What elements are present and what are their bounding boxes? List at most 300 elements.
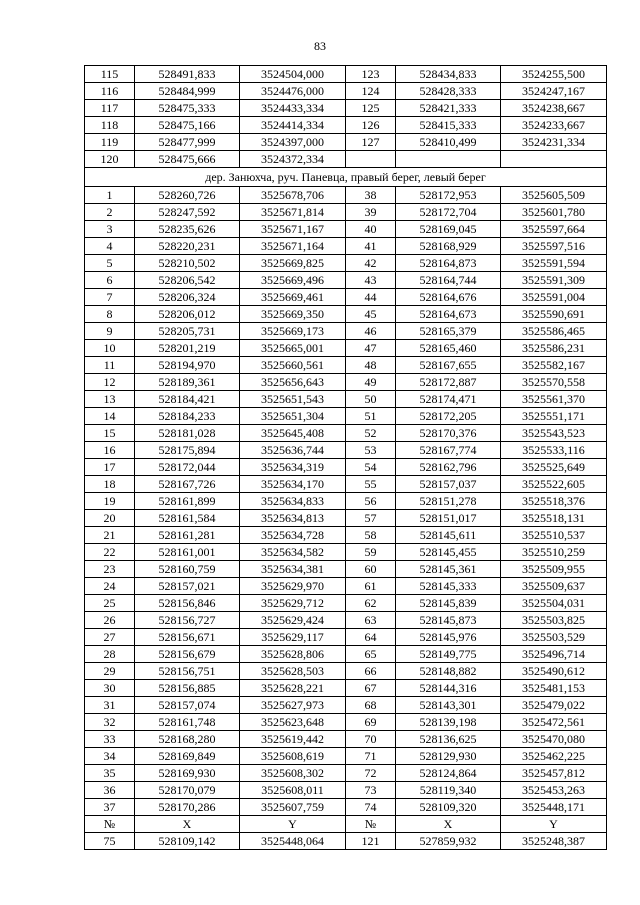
table-row bbox=[85, 187, 607, 204]
x-right-cell: 528172,887 bbox=[396, 374, 501, 391]
column-header-row bbox=[85, 816, 607, 833]
x-left-cell: 528194,970 bbox=[135, 357, 240, 374]
y-left-cell: 3525627,973 bbox=[240, 697, 346, 714]
y-right-cell: 3525510,259 bbox=[501, 544, 607, 561]
y-right-cell: 3525470,080 bbox=[501, 731, 607, 748]
y-left-cell: 3525656,643 bbox=[240, 374, 346, 391]
point-number-right-cell bbox=[346, 151, 396, 168]
point-number-left-cell: 14 bbox=[85, 408, 135, 425]
y-right-cell: 3525525,649 bbox=[501, 459, 607, 476]
x-right-cell: 528165,460 bbox=[396, 340, 501, 357]
y-right-cell: 3525481,153 bbox=[501, 680, 607, 697]
x-left-cell: 528170,079 bbox=[135, 782, 240, 799]
y-right-cell: 3525561,370 bbox=[501, 391, 607, 408]
table-row bbox=[85, 561, 607, 578]
point-number-right-cell: 124 bbox=[346, 83, 396, 100]
table-row bbox=[85, 680, 607, 697]
x-left-cell: 528157,074 bbox=[135, 697, 240, 714]
x-left-cell: 528170,286 bbox=[135, 799, 240, 816]
point-number-right-cell: 71 bbox=[346, 748, 396, 765]
y-right-cell: 3525582,167 bbox=[501, 357, 607, 374]
table-row bbox=[85, 833, 607, 850]
y-left-cell: 3525634,381 bbox=[240, 561, 346, 578]
x-right-cell: 528174,471 bbox=[396, 391, 501, 408]
point-number-left-cell: 119 bbox=[85, 134, 135, 151]
y-left-cell: 3525634,813 bbox=[240, 510, 346, 527]
x-right-cell: 528124,864 bbox=[396, 765, 501, 782]
y-right-cell: 3525586,465 bbox=[501, 323, 607, 340]
x-right-cell: 528145,873 bbox=[396, 612, 501, 629]
point-number-left-cell: 117 bbox=[85, 100, 135, 117]
point-number-left-cell: 2 bbox=[85, 204, 135, 221]
y-left-cell: 3525634,728 bbox=[240, 527, 346, 544]
point-number-left-cell: 23 bbox=[85, 561, 135, 578]
point-number-left-cell: 31 bbox=[85, 697, 135, 714]
point-number-right-cell: 51 bbox=[346, 408, 396, 425]
point-number-right-cell: 54 bbox=[346, 459, 396, 476]
section-title-row bbox=[85, 168, 607, 187]
table-row bbox=[85, 134, 607, 151]
point-number-right-cell: 50 bbox=[346, 391, 396, 408]
table-row bbox=[85, 425, 607, 442]
y-right-cell: 3525453,263 bbox=[501, 782, 607, 799]
y-left-cell: 3525665,001 bbox=[240, 340, 346, 357]
point-number-right-cell: 67 bbox=[346, 680, 396, 697]
y-left-cell: 3525671,167 bbox=[240, 221, 346, 238]
point-number-left-cell: 10 bbox=[85, 340, 135, 357]
y-left-cell: 3525628,503 bbox=[240, 663, 346, 680]
y-left-cell: 3525607,759 bbox=[240, 799, 346, 816]
x-left-cell: 528189,361 bbox=[135, 374, 240, 391]
table-row bbox=[85, 100, 607, 117]
point-number-left-cell: 115 bbox=[85, 66, 135, 83]
y-right-cell: 3525551,171 bbox=[501, 408, 607, 425]
x-left-cell: 528156,846 bbox=[135, 595, 240, 612]
x-right-cell: 528170,376 bbox=[396, 425, 501, 442]
x-left-cell: 528161,001 bbox=[135, 544, 240, 561]
x-right-cell: 528434,833 bbox=[396, 66, 501, 83]
y-right-cell: 3525462,225 bbox=[501, 748, 607, 765]
point-number-left-cell: 37 bbox=[85, 799, 135, 816]
x-right-cell: 528172,953 bbox=[396, 187, 501, 204]
x-right-cell: 528415,333 bbox=[396, 117, 501, 134]
table-row bbox=[85, 66, 607, 83]
table-row bbox=[85, 306, 607, 323]
x-left-cell: 528169,849 bbox=[135, 748, 240, 765]
point-number-left-cell: 118 bbox=[85, 117, 135, 134]
x-right-cell: 528143,301 bbox=[396, 697, 501, 714]
point-number-left-cell: 35 bbox=[85, 765, 135, 782]
x-left-cell: 528169,930 bbox=[135, 765, 240, 782]
table-row bbox=[85, 731, 607, 748]
x-right-cell: 528136,625 bbox=[396, 731, 501, 748]
y-left-cell: 3525636,744 bbox=[240, 442, 346, 459]
table-row bbox=[85, 544, 607, 561]
y-left-cell: 3525669,350 bbox=[240, 306, 346, 323]
table-row bbox=[85, 782, 607, 799]
y-right-cell: 3525472,561 bbox=[501, 714, 607, 731]
table-row bbox=[85, 578, 607, 595]
y-right-cell: 3525522,605 bbox=[501, 476, 607, 493]
x-left-cell: 528260,726 bbox=[135, 187, 240, 204]
x-left-cell: 528168,280 bbox=[135, 731, 240, 748]
point-number-left-cell: 30 bbox=[85, 680, 135, 697]
y-left-cell: 3525671,164 bbox=[240, 238, 346, 255]
x-right-cell: 528148,882 bbox=[396, 663, 501, 680]
point-number-left-cell: 32 bbox=[85, 714, 135, 731]
table-row bbox=[85, 612, 607, 629]
y-right-cell: 3525591,594 bbox=[501, 255, 607, 272]
coordinates-table bbox=[84, 65, 607, 850]
table-row bbox=[85, 117, 607, 134]
y-right-cell: 3525503,529 bbox=[501, 629, 607, 646]
x-left-cell: 528475,166 bbox=[135, 117, 240, 134]
x-header-left: X bbox=[135, 816, 240, 833]
point-number-right-cell: 43 bbox=[346, 272, 396, 289]
table-row bbox=[85, 340, 607, 357]
x-left-cell: 528161,281 bbox=[135, 527, 240, 544]
x-right-cell: 528119,340 bbox=[396, 782, 501, 799]
point-number-right-cell: 46 bbox=[346, 323, 396, 340]
point-number-right-cell: 52 bbox=[346, 425, 396, 442]
page-number: 83 bbox=[314, 39, 326, 53]
x-left-cell: 528475,666 bbox=[135, 151, 240, 168]
x-left-cell: 528167,726 bbox=[135, 476, 240, 493]
x-left-cell: 528184,233 bbox=[135, 408, 240, 425]
y-right-cell: 3525518,131 bbox=[501, 510, 607, 527]
x-right-cell: 528167,655 bbox=[396, 357, 501, 374]
point-number-left-cell: 120 bbox=[85, 151, 135, 168]
y-left-cell: 3525629,712 bbox=[240, 595, 346, 612]
y-right-cell: 3524255,500 bbox=[501, 66, 607, 83]
y-left-cell: 3524372,334 bbox=[240, 151, 346, 168]
point-number-right-cell: 55 bbox=[346, 476, 396, 493]
point-number-left-cell: 15 bbox=[85, 425, 135, 442]
y-left-cell: 3525628,806 bbox=[240, 646, 346, 663]
y-left-cell: 3525619,442 bbox=[240, 731, 346, 748]
y-header-left: Y bbox=[240, 816, 346, 833]
y-left-cell: 3525671,814 bbox=[240, 204, 346, 221]
point-number-left-cell: 29 bbox=[85, 663, 135, 680]
point-number-right-cell: 49 bbox=[346, 374, 396, 391]
table-row bbox=[85, 83, 607, 100]
y-right-cell: 3525518,376 bbox=[501, 493, 607, 510]
x-left-cell: 528247,592 bbox=[135, 204, 240, 221]
y-right-cell: 3525591,004 bbox=[501, 289, 607, 306]
point-number-right-cell: 70 bbox=[346, 731, 396, 748]
x-left-cell: 528206,324 bbox=[135, 289, 240, 306]
y-right-cell: 3525590,691 bbox=[501, 306, 607, 323]
table-row bbox=[85, 714, 607, 731]
point-number-right-cell: 63 bbox=[346, 612, 396, 629]
x-right-cell: 528165,379 bbox=[396, 323, 501, 340]
table-row bbox=[85, 629, 607, 646]
x-right-cell: 528168,929 bbox=[396, 238, 501, 255]
table-row bbox=[85, 408, 607, 425]
x-right-cell: 528169,045 bbox=[396, 221, 501, 238]
table-row bbox=[85, 357, 607, 374]
y-right-cell: 3524231,334 bbox=[501, 134, 607, 151]
x-left-cell: 528156,671 bbox=[135, 629, 240, 646]
y-right-cell: 3525510,537 bbox=[501, 527, 607, 544]
table-row bbox=[85, 527, 607, 544]
point-number-right-cell: 39 bbox=[346, 204, 396, 221]
point-number-left-cell: 8 bbox=[85, 306, 135, 323]
table-row bbox=[85, 646, 607, 663]
x-right-cell bbox=[396, 151, 501, 168]
x-right-cell: 528151,278 bbox=[396, 493, 501, 510]
x-left-cell: 528477,999 bbox=[135, 134, 240, 151]
point-number-left-cell: 21 bbox=[85, 527, 135, 544]
x-left-cell: 528161,748 bbox=[135, 714, 240, 731]
point-number-left-cell: 19 bbox=[85, 493, 135, 510]
point-number-right-cell: 57 bbox=[346, 510, 396, 527]
y-left-cell: 3524397,000 bbox=[240, 134, 346, 151]
y-left-cell: 3525660,561 bbox=[240, 357, 346, 374]
point-number-right-cell: 65 bbox=[346, 646, 396, 663]
point-number-right-cell: 42 bbox=[346, 255, 396, 272]
y-right-cell: 3525496,714 bbox=[501, 646, 607, 663]
point-number-right-cell: 44 bbox=[346, 289, 396, 306]
x-right-cell: 528145,333 bbox=[396, 578, 501, 595]
point-number-right-cell: 127 bbox=[346, 134, 396, 151]
table-row bbox=[85, 442, 607, 459]
section-title: дер. Занюхча, руч. Паневца, правый берег, левый берег bbox=[85, 168, 607, 187]
table-row bbox=[85, 374, 607, 391]
x-left-cell: 528156,751 bbox=[135, 663, 240, 680]
y-right-cell: 3525543,523 bbox=[501, 425, 607, 442]
y-right-cell: 3525601,780 bbox=[501, 204, 607, 221]
point-number-right-cell: 48 bbox=[346, 357, 396, 374]
x-right-cell: 528109,320 bbox=[396, 799, 501, 816]
y-right-cell: 3525479,022 bbox=[501, 697, 607, 714]
x-left-cell: 528181,028 bbox=[135, 425, 240, 442]
x-right-cell: 528145,361 bbox=[396, 561, 501, 578]
point-number-right-cell: 47 bbox=[346, 340, 396, 357]
y-right-cell: 3525448,171 bbox=[501, 799, 607, 816]
y-right-cell: 3525591,309 bbox=[501, 272, 607, 289]
y-left-cell: 3524476,000 bbox=[240, 83, 346, 100]
point-number-left-cell: 16 bbox=[85, 442, 135, 459]
coordinates-table-body bbox=[85, 66, 607, 850]
table-row bbox=[85, 238, 607, 255]
x-left-cell: 528210,502 bbox=[135, 255, 240, 272]
y-right-cell: 3524233,667 bbox=[501, 117, 607, 134]
number-header-left: № bbox=[85, 816, 135, 833]
y-right-cell: 3525509,955 bbox=[501, 561, 607, 578]
point-number-right-cell: 62 bbox=[346, 595, 396, 612]
y-left-cell: 3525651,304 bbox=[240, 408, 346, 425]
y-right-cell: 3525509,637 bbox=[501, 578, 607, 595]
y-right-cell: 3525490,612 bbox=[501, 663, 607, 680]
y-left-cell: 3525651,543 bbox=[240, 391, 346, 408]
point-number-left-cell: 26 bbox=[85, 612, 135, 629]
x-left-cell: 528157,021 bbox=[135, 578, 240, 595]
point-number-right-cell: 40 bbox=[346, 221, 396, 238]
x-left-cell: 528172,044 bbox=[135, 459, 240, 476]
y-left-cell: 3525608,302 bbox=[240, 765, 346, 782]
table-row bbox=[85, 476, 607, 493]
y-left-cell: 3524433,334 bbox=[240, 100, 346, 117]
point-number-left-cell: 33 bbox=[85, 731, 135, 748]
x-left-cell: 528160,759 bbox=[135, 561, 240, 578]
table-row bbox=[85, 151, 607, 168]
y-right-cell: 3525504,031 bbox=[501, 595, 607, 612]
y-right-cell: 3525586,231 bbox=[501, 340, 607, 357]
y-left-cell: 3525678,706 bbox=[240, 187, 346, 204]
point-number-left-cell: 4 bbox=[85, 238, 135, 255]
x-right-cell: 528145,839 bbox=[396, 595, 501, 612]
point-number-right-cell: 59 bbox=[346, 544, 396, 561]
point-number-right-cell: 66 bbox=[346, 663, 396, 680]
point-number-right-cell: 123 bbox=[346, 66, 396, 83]
point-number-right-cell: 121 bbox=[346, 833, 396, 850]
x-right-cell: 528151,017 bbox=[396, 510, 501, 527]
x-left-cell: 528206,012 bbox=[135, 306, 240, 323]
point-number-left-cell: 17 bbox=[85, 459, 135, 476]
table-row bbox=[85, 289, 607, 306]
table-row bbox=[85, 459, 607, 476]
point-number-left-cell: 5 bbox=[85, 255, 135, 272]
point-number-left-cell: 27 bbox=[85, 629, 135, 646]
x-left-cell: 528156,727 bbox=[135, 612, 240, 629]
y-right-cell: 3524238,667 bbox=[501, 100, 607, 117]
table-row bbox=[85, 663, 607, 680]
point-number-right-cell: 61 bbox=[346, 578, 396, 595]
y-left-cell: 3525608,011 bbox=[240, 782, 346, 799]
x-left-cell: 528491,833 bbox=[135, 66, 240, 83]
x-left-cell: 528484,999 bbox=[135, 83, 240, 100]
x-right-cell: 528145,455 bbox=[396, 544, 501, 561]
y-left-cell: 3524414,334 bbox=[240, 117, 346, 134]
point-number-left-cell: 9 bbox=[85, 323, 135, 340]
y-left-cell: 3525634,170 bbox=[240, 476, 346, 493]
x-right-cell: 528428,333 bbox=[396, 83, 501, 100]
x-right-cell: 528421,333 bbox=[396, 100, 501, 117]
x-right-cell: 528164,744 bbox=[396, 272, 501, 289]
y-header-right: Y bbox=[501, 816, 607, 833]
x-left-cell: 528475,333 bbox=[135, 100, 240, 117]
number-header-right: № bbox=[346, 816, 396, 833]
point-number-right-cell: 53 bbox=[346, 442, 396, 459]
y-right-cell: 3525248,387 bbox=[501, 833, 607, 850]
x-left-cell: 528220,231 bbox=[135, 238, 240, 255]
y-left-cell: 3525634,833 bbox=[240, 493, 346, 510]
x-left-cell: 528206,542 bbox=[135, 272, 240, 289]
y-left-cell: 3525628,221 bbox=[240, 680, 346, 697]
y-right-cell: 3525457,812 bbox=[501, 765, 607, 782]
x-left-cell: 528235,626 bbox=[135, 221, 240, 238]
point-number-left-cell: 20 bbox=[85, 510, 135, 527]
x-right-cell: 528162,796 bbox=[396, 459, 501, 476]
y-left-cell: 3525634,319 bbox=[240, 459, 346, 476]
x-left-cell: 528161,899 bbox=[135, 493, 240, 510]
point-number-left-cell: 11 bbox=[85, 357, 135, 374]
y-right-cell: 3525597,664 bbox=[501, 221, 607, 238]
point-number-left-cell: 24 bbox=[85, 578, 135, 595]
x-left-cell: 528156,679 bbox=[135, 646, 240, 663]
table-row bbox=[85, 697, 607, 714]
table-row bbox=[85, 748, 607, 765]
point-number-right-cell: 64 bbox=[346, 629, 396, 646]
table-row bbox=[85, 493, 607, 510]
y-left-cell: 3525669,461 bbox=[240, 289, 346, 306]
x-right-cell: 528172,704 bbox=[396, 204, 501, 221]
point-number-left-cell: 18 bbox=[85, 476, 135, 493]
point-number-left-cell: 3 bbox=[85, 221, 135, 238]
y-right-cell: 3525570,558 bbox=[501, 374, 607, 391]
table-row bbox=[85, 204, 607, 221]
x-right-cell: 528164,673 bbox=[396, 306, 501, 323]
point-number-right-cell: 69 bbox=[346, 714, 396, 731]
x-right-cell: 528129,930 bbox=[396, 748, 501, 765]
table-row bbox=[85, 765, 607, 782]
point-number-left-cell: 7 bbox=[85, 289, 135, 306]
y-left-cell: 3525629,970 bbox=[240, 578, 346, 595]
x-right-cell: 528139,198 bbox=[396, 714, 501, 731]
y-left-cell: 3525608,619 bbox=[240, 748, 346, 765]
y-left-cell: 3525629,424 bbox=[240, 612, 346, 629]
y-left-cell: 3525669,173 bbox=[240, 323, 346, 340]
point-number-left-cell: 13 bbox=[85, 391, 135, 408]
table-row bbox=[85, 323, 607, 340]
point-number-right-cell: 60 bbox=[346, 561, 396, 578]
table-row bbox=[85, 391, 607, 408]
x-right-cell: 528172,205 bbox=[396, 408, 501, 425]
table-row bbox=[85, 255, 607, 272]
point-number-left-cell: 12 bbox=[85, 374, 135, 391]
point-number-right-cell: 41 bbox=[346, 238, 396, 255]
point-number-right-cell: 58 bbox=[346, 527, 396, 544]
y-left-cell: 3524504,000 bbox=[240, 66, 346, 83]
x-right-cell: 528410,499 bbox=[396, 134, 501, 151]
x-left-cell: 528205,731 bbox=[135, 323, 240, 340]
point-number-left-cell: 116 bbox=[85, 83, 135, 100]
y-left-cell: 3525645,408 bbox=[240, 425, 346, 442]
table-row bbox=[85, 272, 607, 289]
x-right-cell: 528157,037 bbox=[396, 476, 501, 493]
x-right-cell: 528149,775 bbox=[396, 646, 501, 663]
point-number-left-cell: 36 bbox=[85, 782, 135, 799]
x-right-cell: 528145,611 bbox=[396, 527, 501, 544]
x-left-cell: 528161,584 bbox=[135, 510, 240, 527]
table-row bbox=[85, 595, 607, 612]
y-left-cell: 3525634,582 bbox=[240, 544, 346, 561]
point-number-left-cell: 75 bbox=[85, 833, 135, 850]
x-header-right: X bbox=[396, 816, 501, 833]
y-right-cell: 3525605,509 bbox=[501, 187, 607, 204]
table-row bbox=[85, 510, 607, 527]
point-number-right-cell: 73 bbox=[346, 782, 396, 799]
point-number-left-cell: 22 bbox=[85, 544, 135, 561]
y-right-cell: 3524247,167 bbox=[501, 83, 607, 100]
x-right-cell: 527859,932 bbox=[396, 833, 501, 850]
y-left-cell: 3525623,648 bbox=[240, 714, 346, 731]
point-number-left-cell: 34 bbox=[85, 748, 135, 765]
x-right-cell: 528167,774 bbox=[396, 442, 501, 459]
point-number-right-cell: 38 bbox=[346, 187, 396, 204]
y-right-cell: 3525503,825 bbox=[501, 612, 607, 629]
point-number-right-cell: 74 bbox=[346, 799, 396, 816]
y-left-cell: 3525669,825 bbox=[240, 255, 346, 272]
x-left-cell: 528156,885 bbox=[135, 680, 240, 697]
x-right-cell: 528144,316 bbox=[396, 680, 501, 697]
table-row bbox=[85, 221, 607, 238]
point-number-left-cell: 25 bbox=[85, 595, 135, 612]
y-left-cell: 3525448,064 bbox=[240, 833, 346, 850]
y-right-cell bbox=[501, 151, 607, 168]
point-number-right-cell: 45 bbox=[346, 306, 396, 323]
